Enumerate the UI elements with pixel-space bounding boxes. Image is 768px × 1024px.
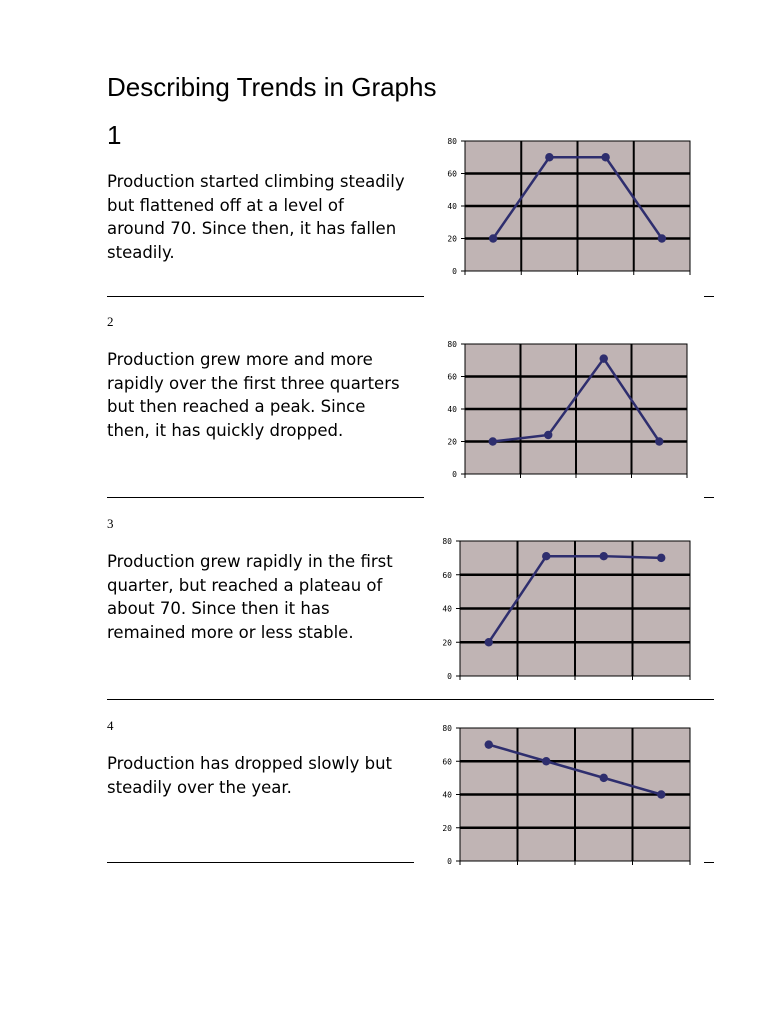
- data-point: [485, 638, 493, 646]
- divider-stub: [704, 862, 714, 863]
- y-tick-label: 20: [442, 823, 452, 833]
- y-tick-label: 20: [447, 234, 457, 244]
- data-point: [489, 234, 497, 242]
- section-description: Production grew more and more rapidly over the first three quarters but then reached a peak. Since then, it has quickly dropped.: [107, 350, 400, 440]
- section-number: 2: [107, 314, 114, 329]
- data-point: [544, 431, 552, 439]
- data-point: [485, 740, 493, 748]
- divider-stub: [704, 296, 714, 297]
- y-tick-label: 0: [447, 857, 452, 866]
- section-divider: [107, 862, 414, 863]
- y-tick-label: 40: [447, 202, 457, 211]
- y-tick-label: 80: [442, 724, 452, 733]
- y-tick-label: 60: [442, 570, 452, 580]
- y-tick-label: 40: [442, 604, 452, 614]
- data-point: [655, 437, 663, 445]
- y-tick-label: 80: [442, 537, 452, 546]
- data-point: [600, 354, 608, 362]
- data-point: [489, 437, 497, 445]
- y-tick-label: 0: [452, 267, 457, 276]
- data-point: [657, 790, 665, 798]
- page-title: Describing Trends in Graphs: [107, 72, 437, 102]
- y-tick-label: 60: [447, 372, 457, 382]
- section-description: Production started climbing steadily but flattened off at a level of around 70. Since then, it has fallen steadily.: [107, 172, 405, 262]
- data-point: [600, 774, 608, 782]
- y-tick-label: 40: [447, 405, 457, 414]
- section-number: 3: [107, 516, 114, 531]
- section-divider: [107, 699, 714, 700]
- y-tick-label: 0: [447, 672, 452, 681]
- line-chart-1: [425, 135, 700, 285]
- section-divider: [107, 296, 424, 297]
- y-tick-label: 20: [442, 638, 452, 648]
- line-chart-4: [425, 722, 700, 872]
- section-divider: [107, 497, 424, 498]
- data-point: [657, 554, 665, 562]
- section-description: Production has dropped slowly but steadily over the year.: [107, 754, 393, 797]
- y-tick-label: 80: [447, 137, 457, 146]
- data-point: [545, 153, 553, 161]
- section-number: 4: [107, 718, 114, 733]
- section-description: Production grew rapidly in the first quarter, but reached a plateau of about 70. Since then it has remained more or less stable.: [107, 552, 393, 642]
- y-tick-label: 80: [447, 340, 457, 349]
- y-tick-label: 60: [442, 757, 452, 767]
- line-chart-3: [425, 535, 700, 685]
- y-tick-label: 40: [442, 790, 452, 800]
- y-tick-label: 60: [447, 169, 457, 179]
- data-point: [542, 757, 550, 765]
- data-point: [601, 153, 609, 161]
- data-point: [542, 552, 550, 560]
- y-tick-label: 20: [447, 437, 457, 447]
- data-point: [658, 234, 666, 242]
- data-point: [600, 552, 608, 560]
- y-tick-label: 0: [452, 470, 457, 479]
- divider-stub: [704, 497, 714, 498]
- section-number: 1: [107, 120, 122, 150]
- line-chart-2: [425, 338, 700, 488]
